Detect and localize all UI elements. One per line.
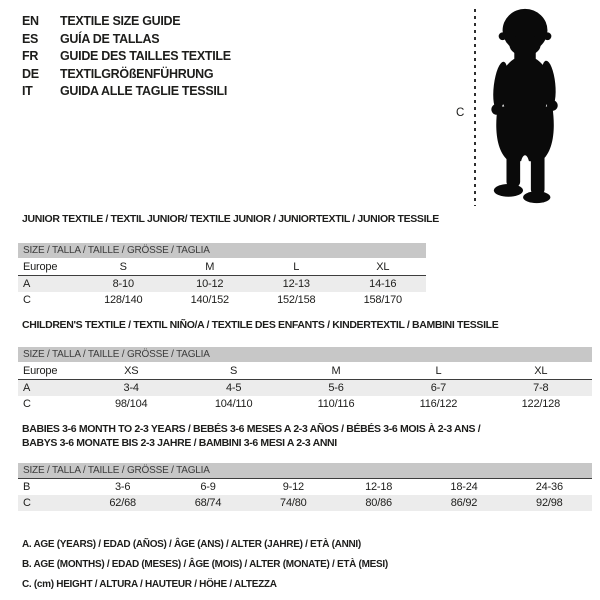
baby-silhouette-image [482, 6, 570, 206]
list-item [22, 48, 231, 66]
babies-size-table [18, 463, 592, 511]
footnote-b: B. AGE (MONTHS) / EDAD (MESES) / ÂGE (MOIS) / ALTER (MONATE) / ETÀ (MESI) [22, 559, 388, 570]
table-cell: 14-16 [369, 278, 397, 290]
list-item [22, 13, 231, 31]
table-cell: 10-12 [196, 278, 224, 290]
region-label: Europe [23, 364, 58, 377]
table-cell: 158/170 [363, 294, 402, 306]
guide-title: GUÍA DE TALLAS [60, 31, 160, 46]
table-cell: 62/68 [109, 497, 136, 509]
table-cell: 24-36 [535, 481, 563, 493]
size-header-bar: SIZE / TALLA / TAILLE / GRÖSSE / TAGLIA [18, 463, 592, 478]
children-size-table [18, 347, 592, 412]
table-cell: 5-6 [328, 382, 344, 394]
table-row [18, 275, 426, 292]
babies-table-title-line1: BABIES 3-6 MONTH TO 2-3 YEARS / BEBÉS 3-6 MESES A 2-3 AÑOS / BÉBÉS 3-6 MOIS À 2-3 ANS / [22, 423, 481, 435]
table-cell: 98/104 [114, 398, 148, 410]
column-header: L [293, 260, 300, 273]
table-cell: 18-24 [450, 481, 478, 493]
row-label: A [23, 278, 31, 290]
table-cell: 74/80 [280, 497, 307, 509]
table-row [18, 379, 592, 396]
column-header: XL [376, 260, 390, 273]
table-cell: 6-7 [430, 382, 447, 394]
table-cell: 7-8 [533, 382, 549, 394]
junior-table-title: JUNIOR TEXTILE / TEXTIL JUNIOR/ TEXTILE JUNIOR / JUNIORTEXTIL / JUNIOR TESSILE [22, 213, 439, 225]
guide-title: TEXTILGRÖßENFÜHRUNG [60, 66, 214, 81]
language-code: EN [22, 14, 39, 28]
table-cell: 3-6 [115, 481, 131, 493]
list-item [22, 83, 231, 101]
row-label: C [23, 398, 31, 410]
table-cell: 3-4 [123, 382, 139, 394]
footnote-c: C. (cm) HEIGHT / ALTURA / HAUTEUR / HÖHE / ALTEZZA [22, 579, 277, 590]
row-label: B [23, 481, 31, 493]
guide-title: TEXTILE SIZE GUIDE [60, 14, 181, 28]
table-row [18, 362, 592, 379]
table-cell: 68/74 [194, 497, 222, 509]
language-code: IT [22, 84, 33, 99]
babies-table-title [22, 423, 508, 451]
footnote-legend [22, 535, 388, 595]
size-header-bar: SIZE / TALLA / TAILLE / GRÖSSE / TAGLIA [18, 243, 426, 258]
size-header-bar: SIZE / TALLA / TAILLE / GRÖSSE / TAGLIA [18, 347, 592, 362]
language-code: ES [22, 31, 39, 46]
column-header: L [435, 364, 442, 377]
column-header: XS [124, 364, 139, 377]
table-cell: 9-12 [282, 481, 304, 493]
table-row [18, 478, 592, 495]
children-table-title: CHILDREN'S TEXTILE / TEXTIL NIÑO/A / TEXTILE DES ENFANTS / KINDERTEXTIL / BAMBINI TESSILE [22, 319, 499, 331]
table-cell: 140/152 [190, 294, 229, 306]
table-row [18, 495, 592, 511]
list-item [22, 66, 231, 84]
table-cell: 12-13 [282, 278, 310, 290]
table-cell: 122/128 [521, 398, 561, 410]
region-label: Europe [23, 260, 58, 273]
table-cell: 92/98 [536, 497, 563, 509]
table-cell: 152/158 [277, 294, 316, 306]
guide-title: GUIDA ALLE TAGLIE TESSILI [60, 84, 228, 99]
table-cell: 104/110 [214, 398, 253, 410]
language-title-list [22, 13, 231, 101]
table-cell: 80/86 [365, 497, 392, 509]
column-header: M [331, 364, 341, 377]
language-code: DE [22, 66, 39, 81]
footnote-a: A. AGE (YEARS) / EDAD (AÑOS) / ÂGE (ANS) / ALTER (JAHRE) / ETÀ (ANNI) [22, 539, 361, 550]
table-row [18, 292, 426, 308]
table-cell: 8-10 [112, 278, 134, 290]
babies-table-title-line2: BABYS 3-6 MONATE BIS 2-3 JAHRE / BAMBINI 3-6 MESI A 2-3 ANNI [22, 436, 337, 449]
language-code: FR [22, 49, 39, 64]
table-cell: 6-9 [200, 481, 216, 493]
row-label: C [23, 294, 31, 306]
table-cell: 4-5 [225, 382, 242, 394]
column-header: M [205, 260, 215, 273]
guide-title: GUIDE DES TAILLES TEXTILE [60, 49, 231, 64]
table-cell: 12-18 [365, 481, 393, 493]
column-header: S [119, 260, 127, 273]
row-label: C [23, 497, 31, 509]
table-row [18, 258, 426, 275]
height-measure-label: C [456, 107, 465, 119]
table-cell: 128/140 [104, 294, 143, 306]
table-cell: 86/92 [450, 497, 478, 509]
table-row [18, 396, 592, 412]
height-measure-dotted-line [474, 9, 476, 206]
row-label: A [23, 382, 31, 394]
junior-size-table [18, 243, 426, 308]
column-header: XL [534, 364, 548, 377]
table-cell: 116/122 [419, 398, 458, 410]
list-item [22, 31, 231, 49]
column-header: S [230, 364, 238, 377]
table-cell: 110/116 [317, 398, 355, 410]
